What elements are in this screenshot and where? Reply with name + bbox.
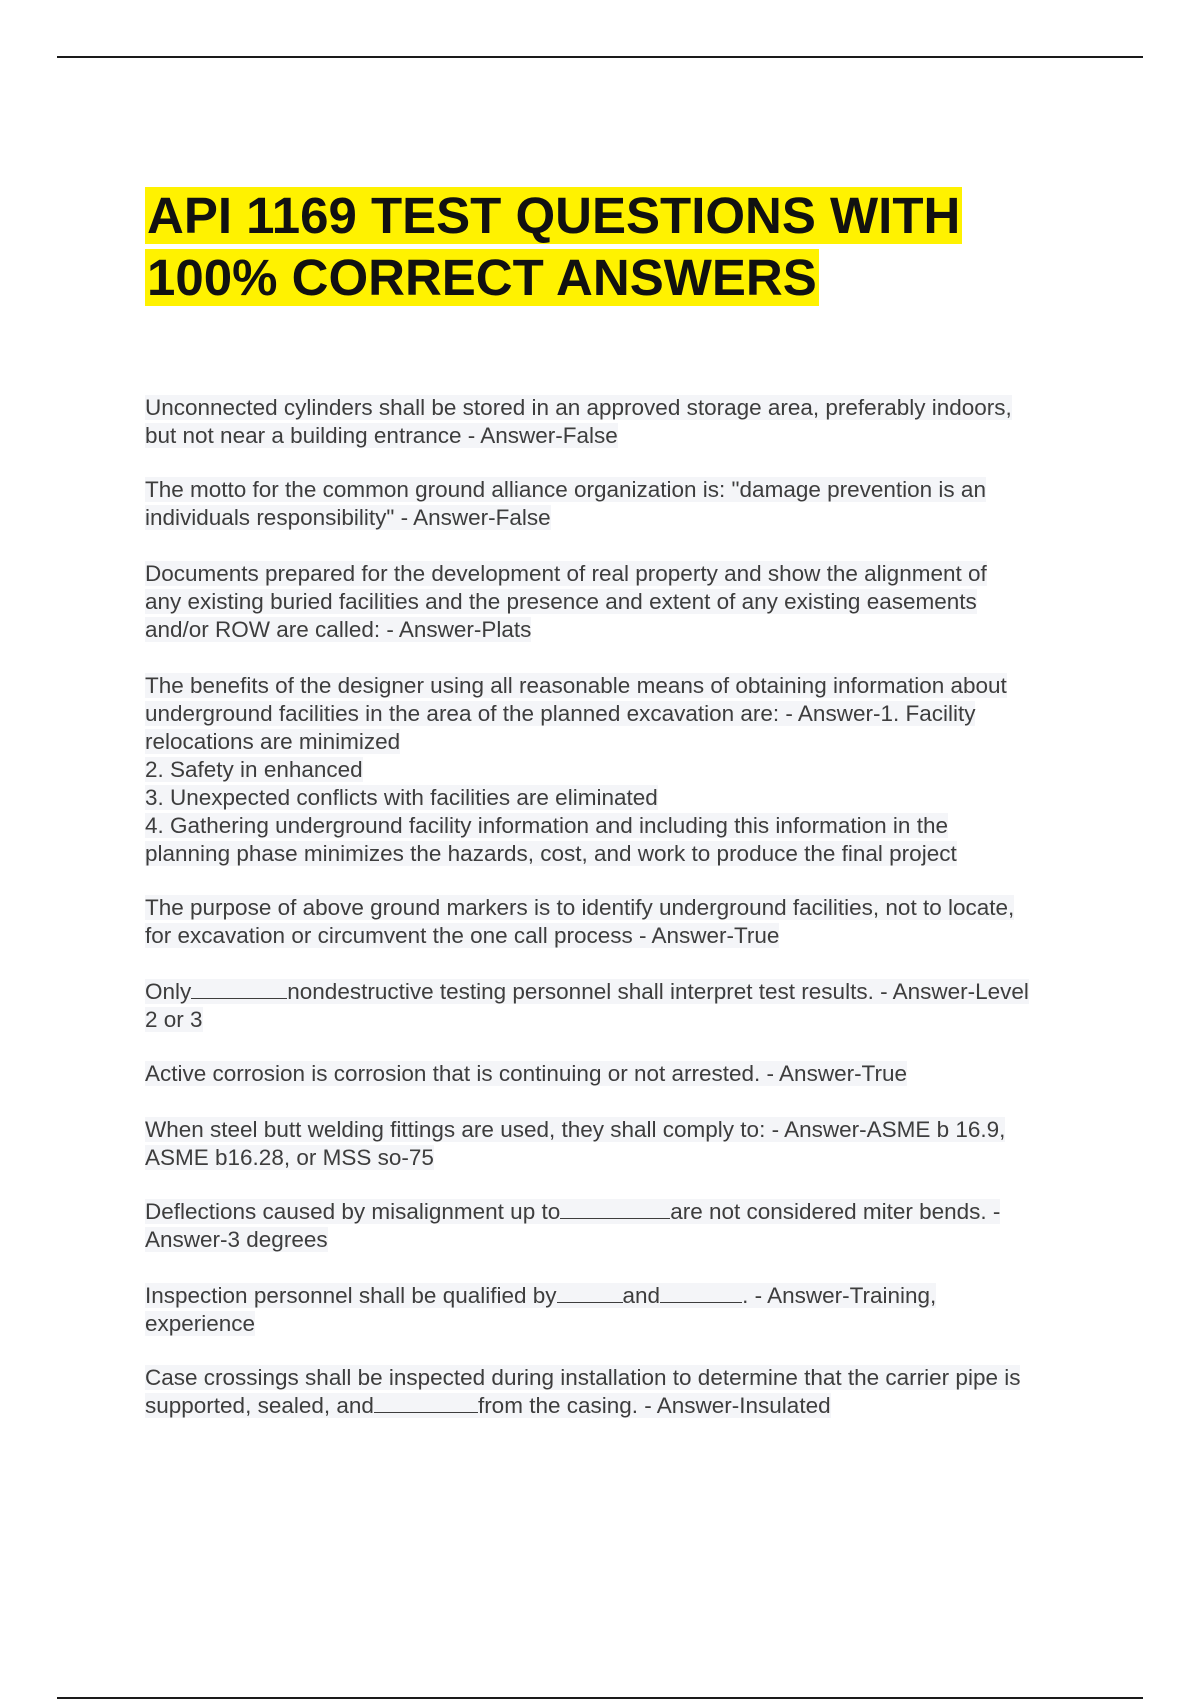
- qa-text-line: Documents prepared for the development of real property and show the alignment of: [145, 561, 987, 586]
- fill-in-blank: [560, 1198, 670, 1219]
- qa-text-line: individuals responsibility" - Answer-False: [145, 505, 551, 530]
- qa-text-line: relocations are minimized: [145, 729, 401, 754]
- qa-text-line: The benefits of the designer using all reasonable means of obtaining information about: [145, 673, 1007, 698]
- fill-in-blank: [374, 1392, 478, 1413]
- qa-text-line: When steel butt welding fittings are used, they shall comply to: - Answer-ASME b 16.9,: [145, 1117, 1006, 1142]
- title-line-1: API 1169 TEST QUESTIONS WITH: [147, 187, 961, 244]
- fill-in-blank: [191, 978, 287, 999]
- qa-item: [145, 476, 1085, 532]
- qa-text-line: but not near a building entrance - Answer-False: [145, 423, 618, 448]
- qa-item: [145, 672, 1085, 868]
- qa-item: [145, 894, 1085, 950]
- qa-text-segment: supported, sealed, and: [145, 1393, 374, 1418]
- qa-item: [145, 978, 1085, 1034]
- qa-text-segment: nondestructive testing personnel shall interpret test results. - Answer-Level: [287, 979, 1029, 1004]
- qa-item: [145, 1364, 1085, 1420]
- title-line-2: 100% CORRECT ANSWERS: [147, 249, 817, 306]
- qa-item: [145, 1198, 1085, 1254]
- qa-item: [145, 1282, 1085, 1338]
- qa-text-line: ASME b16.28, or MSS so-75: [145, 1145, 434, 1170]
- qa-text-line: planning phase minimizes the hazards, cost, and work to produce the final project: [145, 841, 957, 866]
- qa-text-line: experience: [145, 1311, 256, 1336]
- qa-text-line: Answer-3 degrees: [145, 1227, 328, 1252]
- qa-text-line: 2. Safety in enhanced: [145, 757, 363, 782]
- qa-text-segment: . - Answer-Training,: [742, 1283, 937, 1308]
- qa-text-line: The motto for the common ground alliance organization is: "damage prevention is an: [145, 477, 986, 502]
- qa-text-line: Unconnected cylinders shall be stored in an approved storage area, preferably indoors,: [145, 395, 1012, 420]
- qa-text-segment: Inspection personnel shall be qualified by: [145, 1283, 557, 1308]
- qa-text-segment: Deflections caused by misalignment up to: [145, 1199, 561, 1224]
- qa-text-line: Active corrosion is corrosion that is continuing or not arrested. - Answer-True: [145, 1061, 907, 1086]
- qa-text-line: any existing buried facilities and the presence and extent of any existing easements: [145, 589, 977, 614]
- qa-text-segment: Only: [145, 979, 192, 1004]
- qa-item: [145, 1116, 1085, 1172]
- qa-text-line: for excavation or circumvent the one call process - Answer-True: [145, 923, 780, 948]
- qa-text-line: 3. Unexpected conflicts with facilities are eliminated: [145, 785, 658, 810]
- qa-text-line: Case crossings shall be inspected during installation to determine that the carrier pipe is: [145, 1365, 1021, 1390]
- qa-item: [145, 394, 1085, 450]
- fill-in-blank: [660, 1282, 742, 1303]
- qa-list: [145, 394, 1085, 1420]
- qa-item: [145, 560, 1085, 644]
- bottom-rule: [57, 1697, 1143, 1699]
- fill-in-blank: [557, 1282, 623, 1303]
- qa-text-segment: and: [622, 1283, 661, 1308]
- qa-text-line: 2 or 3: [145, 1007, 203, 1032]
- qa-text-line: underground facilities in the area of the planned excavation are: - Answer-1. Facility: [145, 701, 976, 726]
- qa-text-segment: are not considered miter bends. -: [670, 1199, 1001, 1224]
- qa-text-segment: from the casing. - Answer-Insulated: [477, 1393, 831, 1418]
- qa-text-line: The purpose of above ground markers is to identify underground facilities, not to locate,: [145, 895, 1015, 920]
- qa-item: [145, 1060, 1085, 1088]
- document-title: [145, 185, 1045, 309]
- top-rule: [57, 56, 1143, 58]
- qa-text-line: and/or ROW are called: - Answer-Plats: [145, 617, 532, 642]
- qa-text-line: 4. Gathering underground facility information and including this information in the: [145, 813, 948, 838]
